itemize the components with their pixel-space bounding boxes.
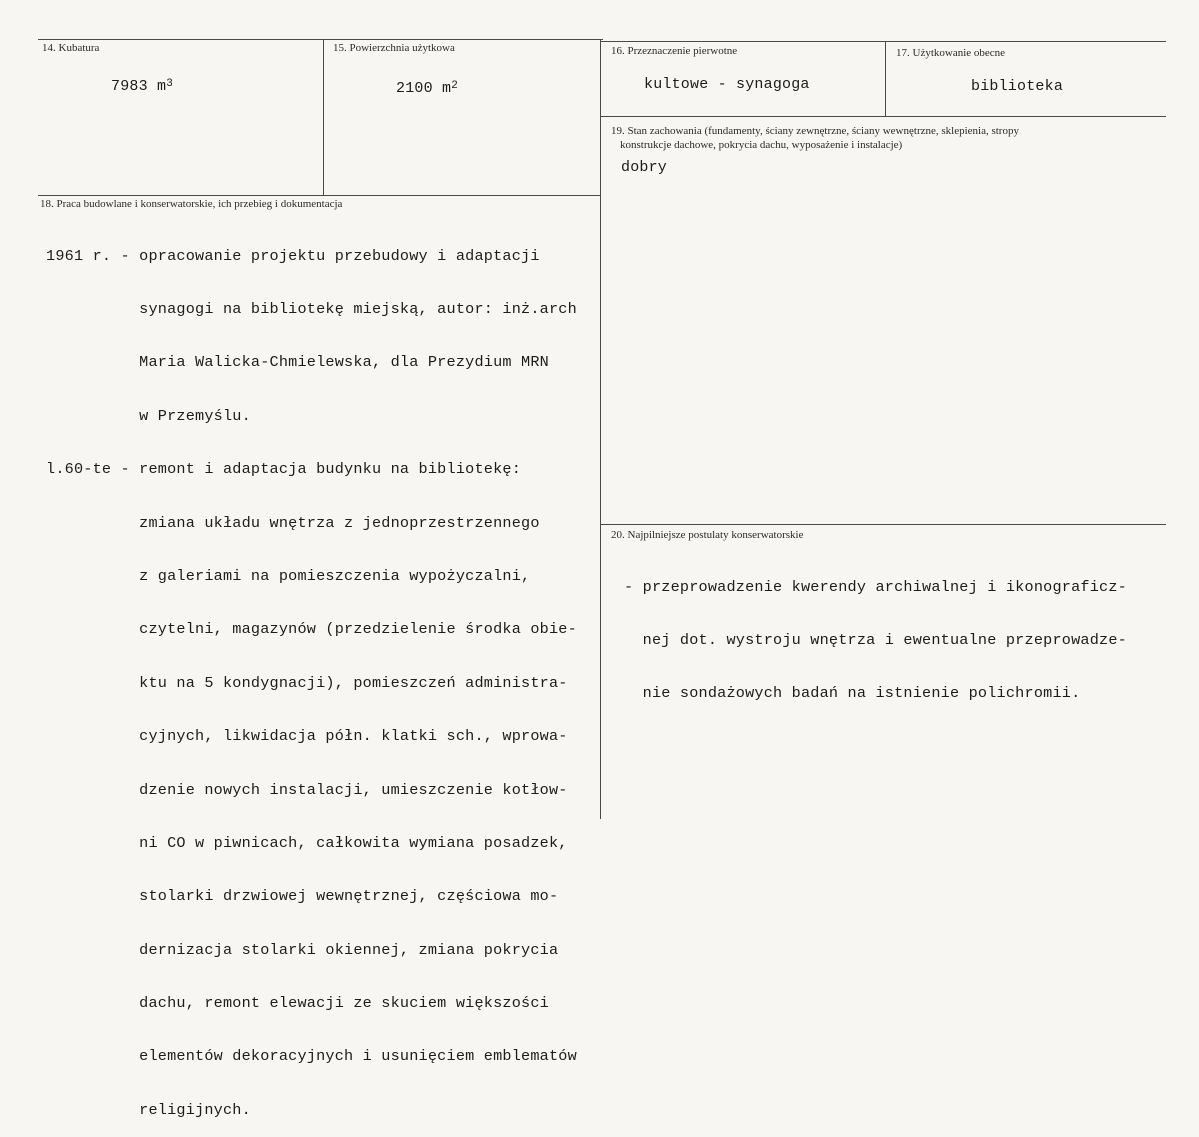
field-18-line: religijnych. — [46, 1100, 251, 1119]
field-15-number: 2100 m — [396, 80, 452, 97]
field-14-label: 14. Kubatura — [42, 42, 100, 54]
field-15-label: 15. Powierzchnia użytkowa — [333, 42, 455, 54]
field-19-value: dobry — [621, 159, 668, 176]
divider-15-16 — [600, 39, 601, 819]
field-15-value — [396, 80, 458, 97]
field-16-label: 16. Przeznaczenie pierwotne — [611, 45, 738, 57]
top-border-right — [600, 41, 1166, 42]
field-16-value: kultowe - synagoga — [644, 76, 810, 93]
divider-16-19 — [600, 116, 1166, 117]
field-18-line: Maria Walicka-Chmielewska, dla Prezydium MRN — [46, 353, 549, 372]
field-14-number: 7983 m — [111, 78, 167, 95]
divider-16-17 — [885, 41, 886, 117]
field-18-label: 18. Praca budowlane i konserwatorskie, ich przebieg i dokumentacja — [40, 198, 343, 210]
field-20-line: nej dot. wystroju wnętrza i ewentualne przeprowadze- — [624, 630, 1127, 649]
field-17-value: biblioteka — [971, 78, 1064, 95]
field-18-line: dachu, remont elewacji ze skuciem większości — [46, 994, 549, 1013]
field-18-line: z galeriami na pomieszczenia wypożyczalni, — [46, 566, 531, 585]
field-20-label: 20. Najpilniejsze postulaty konserwatorskie — [611, 529, 804, 541]
field-18-line: dzenie nowych instalacji, umieszczenie kotłow- — [46, 780, 568, 799]
field-18-line: dernizacja stolarki okiennej, zmiana pokrycia — [46, 940, 559, 959]
field-20-line: - przeprowadzenie kwerendy archiwalnej i ikonograficz- — [624, 577, 1127, 596]
field-18-line: ktu na 5 kondygnacji), pomieszczeń administra- — [46, 673, 568, 692]
field-18-line: w Przemyślu. — [46, 406, 251, 425]
field-18-line: cyjnych, likwidacja półn. klatki sch., wprowa- — [46, 727, 568, 746]
divider-19-20 — [600, 524, 1166, 525]
field-14-value — [111, 78, 173, 95]
field-18-text — [46, 212, 577, 1137]
field-15-unit-exponent: 2 — [451, 80, 459, 92]
top-border-left — [38, 39, 603, 40]
field-19-label-line2: konstrukcje dachowe, pokrycia dachu, wyposażenie i instalacje) — [620, 139, 903, 151]
field-18-line: ni CO w piwnicach, całkowita wymiana posadzek, — [46, 833, 568, 852]
field-18-line: stolarki drzwiowej wewnętrznej, częściowa mo- — [46, 887, 559, 906]
divider-14-15 — [323, 39, 324, 196]
field-18-line: elementów dekoracyjnych i usunięciem emblematów — [46, 1047, 577, 1066]
field-18-line: l.60-te - remont i adaptacja budynku na bibliotekę: — [46, 460, 522, 479]
field-17-label: 17. Użytkowanie obecne — [896, 47, 1006, 59]
field-14-unit-exponent: 3 — [166, 78, 174, 90]
field-18-line: synagogi na bibliotekę miejską, autor: inż.arch — [46, 299, 577, 318]
field-19-label-line1: 19. Stan zachowania (fundamenty, ściany zewnętrzne, ściany wewnętrzne, sklepienia, stropy — [611, 125, 1019, 137]
field-20-text — [624, 543, 1127, 721]
field-18-line: zmiana układu wnętrza z jednoprzestrzennego — [46, 513, 540, 532]
divider-14-18 — [38, 195, 601, 196]
field-18-line: 1961 r. - opracowanie projektu przebudowy i adaptacji — [46, 246, 540, 265]
field-20-line: nie sondażowych badań na istnienie polichromii. — [624, 684, 1081, 703]
field-18-line: czytelni, magazynów (przedzielenie środka obie- — [46, 620, 577, 639]
